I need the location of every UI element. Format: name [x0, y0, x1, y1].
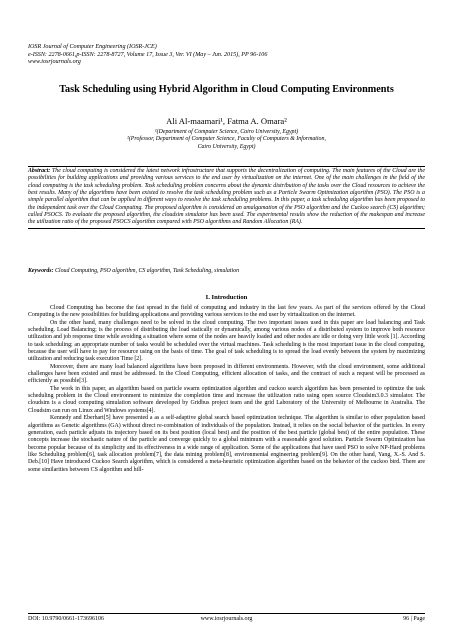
- keywords: [28, 268, 425, 275]
- footer-page-number: 96 | Page: [403, 616, 425, 622]
- journal-header: [28, 44, 428, 67]
- footer-site[interactable]: www.iosrjournals.org: [200, 616, 253, 622]
- affiliation-line: ¹(Department of Computer Science, Cairo University, Egypt): [154, 129, 299, 135]
- body-paragraph: On the other hand, many challenges need to be solved in the cloud computing. The two important issues used in this paper are load balancing and Task scheduling. Load Balancing; is the process of distributing the load statically or dynamically, among various nodes of a distributed system to improve both resource utilization and job response time while avoiding a situation where some of the nodes are heavily loaded and other nodes are idle or doing very little work [1]. According to task scheduling; an appropriate number of tasks would be scheduled over the virtual machines. Task scheduling is the most important issue in the cloud computing, because the user will have to pay for resource using on the basis of time. The goal of task scheduling is to spread the load evenly between the system by maximizing utilization and reducing task execution Time [2].: [28, 319, 425, 363]
- abstract-box: [28, 166, 425, 229]
- body-paragraph: Kennedy and Eberhart[5] have presented a as a self-adaptive global search based optimization technique. The algorithm is similar to other population based algorithms as Genetic algorithms (GA) without direct re-combination of individuals of the population. Instead, it relies on the social behavior of the particles. In every generation, each particle adjusts its trajectory based on its best position (local best) and the position of the best particle (global best) of the entire population. These concepts increase the stochastic nature of the particle and converge quickly to a global minimum with a reasonable good solution. Particle Swarm Optimization has become popular because of its simplicity and its effectiveness in a wide range of application. Some of the applications that have used PSO to solve NP-Hard problems like Scheduling problem[6], task allocation problem[7], the data mining problem[8], environmental engineering problem[9]. On the other hand, Yang, X.-S. And S. Deb.[10] Have introduced Cuckoo Search algorithm, which is considered a meta-heuristic optimization algorithm based on the behavior of the cuckoo bird. There are some similarities between CS algorithm and hill-: [28, 415, 425, 473]
- body-paragraph: The work in this paper, an algorithm based on particle swarm optimization algorithm and cuckoo search algorithm has been presented to optimize the task scheduling problem in the Cloud environment to minimize the completion time and increase the utilization ratio using open source Cloudsim3.0.3 simulator. The cloudsim is a cloud computing simulation software developed by Gridbus project team and the grid Laboratory of the University of Melbourne in Australia. The Cloudsim can run on Linux and Windows systems[4].: [28, 385, 425, 414]
- body-paragraph: Moreover, there are many load balanced algorithms have been proposed in different environments. However, with the cloud environment, some additional challenges have been existed and must be addressed. In the Cloud Computing, efficient allocation of tasks, and the contract of such a request will be processed as efficiently as possible[3].: [28, 363, 425, 385]
- affiliation-line: ²(Professor, Department of Computer Science, Faculty of Computers & Information,: [127, 136, 326, 143]
- author-affiliations: [30, 129, 423, 151]
- journal-link[interactable]: www.iosrjournals.org: [28, 59, 81, 66]
- keywords-text: Cloud Computing, PSO algorithm, CS algorithm, Task Scheduling, simulation: [53, 268, 240, 274]
- footer-doi: DOI: 10.9790/0661-173696106: [28, 616, 104, 622]
- abstract-label: Abstract:: [28, 168, 51, 174]
- abstract: [28, 168, 425, 227]
- journal-name: IOSR Journal of Computer Engineering (IOSR-JCE): [28, 44, 157, 50]
- abstract-text: The cloud computing is considered the latest network infrastructure that supports the decentralization of computing. The main features of the Cloud are the possibilities for building applications and providing various services to the end user by virtualization on the internet. One of the main challenges in the field of the cloud computing is the task scheduling problem. Task scheduling problem concerns about the dynamic distribution of the tasks over the Cloud resources to achieve the best results. Many of the algorithms have been existed to resolve the task scheduling problem such as a Particle Swarm Optimization algorithm (PSO). The PSO is a simple parallel algorithm that can be applied in different ways to resolve the task scheduling problems. In this paper, a task scheduling algorithm has been proposed to the independent task over the Cloud Computing. The proposed algorithm is considered an amalgamation of the PSO algorithm and the Cuckoo search (CS) algorithm; called PSOCS. To evaluate the proposed algorithm, the cloudsim simulator has been used. The experimental results show the reduction of the makespan and increase the utilization ratio of the proposed PSOCS algorithm compared with PSO algorithms and Random Allocation (RA).: [28, 168, 425, 226]
- paper-title: Task Scheduling using Hybrid Algorithm in Cloud Computing Environments: [59, 84, 394, 95]
- affiliation-line: Cairo University, Egypt): [197, 143, 256, 150]
- journal-issn: e-ISSN: 2278-0661,p-ISSN: 2278-8727, Volume 17, Issue 3, Ver. VI (May – Jun. 2015), PP 96-106: [28, 51, 268, 58]
- keywords-label: Keywords:: [28, 268, 54, 274]
- paper-authors: Ali Al-maamari¹, Fatma A. Omara²: [166, 116, 287, 126]
- page-footer: [28, 613, 425, 623]
- section-heading: I. Introduction: [205, 294, 248, 301]
- body-text: [28, 305, 425, 474]
- body-paragraph: Cloud Computing has become the fast spread in the field of computing and industry in the last few years. As part of the services offered by the Cloud Computing is the new possibilities for building applications and providing various services to the end user by virtualization on the internet.: [28, 305, 425, 319]
